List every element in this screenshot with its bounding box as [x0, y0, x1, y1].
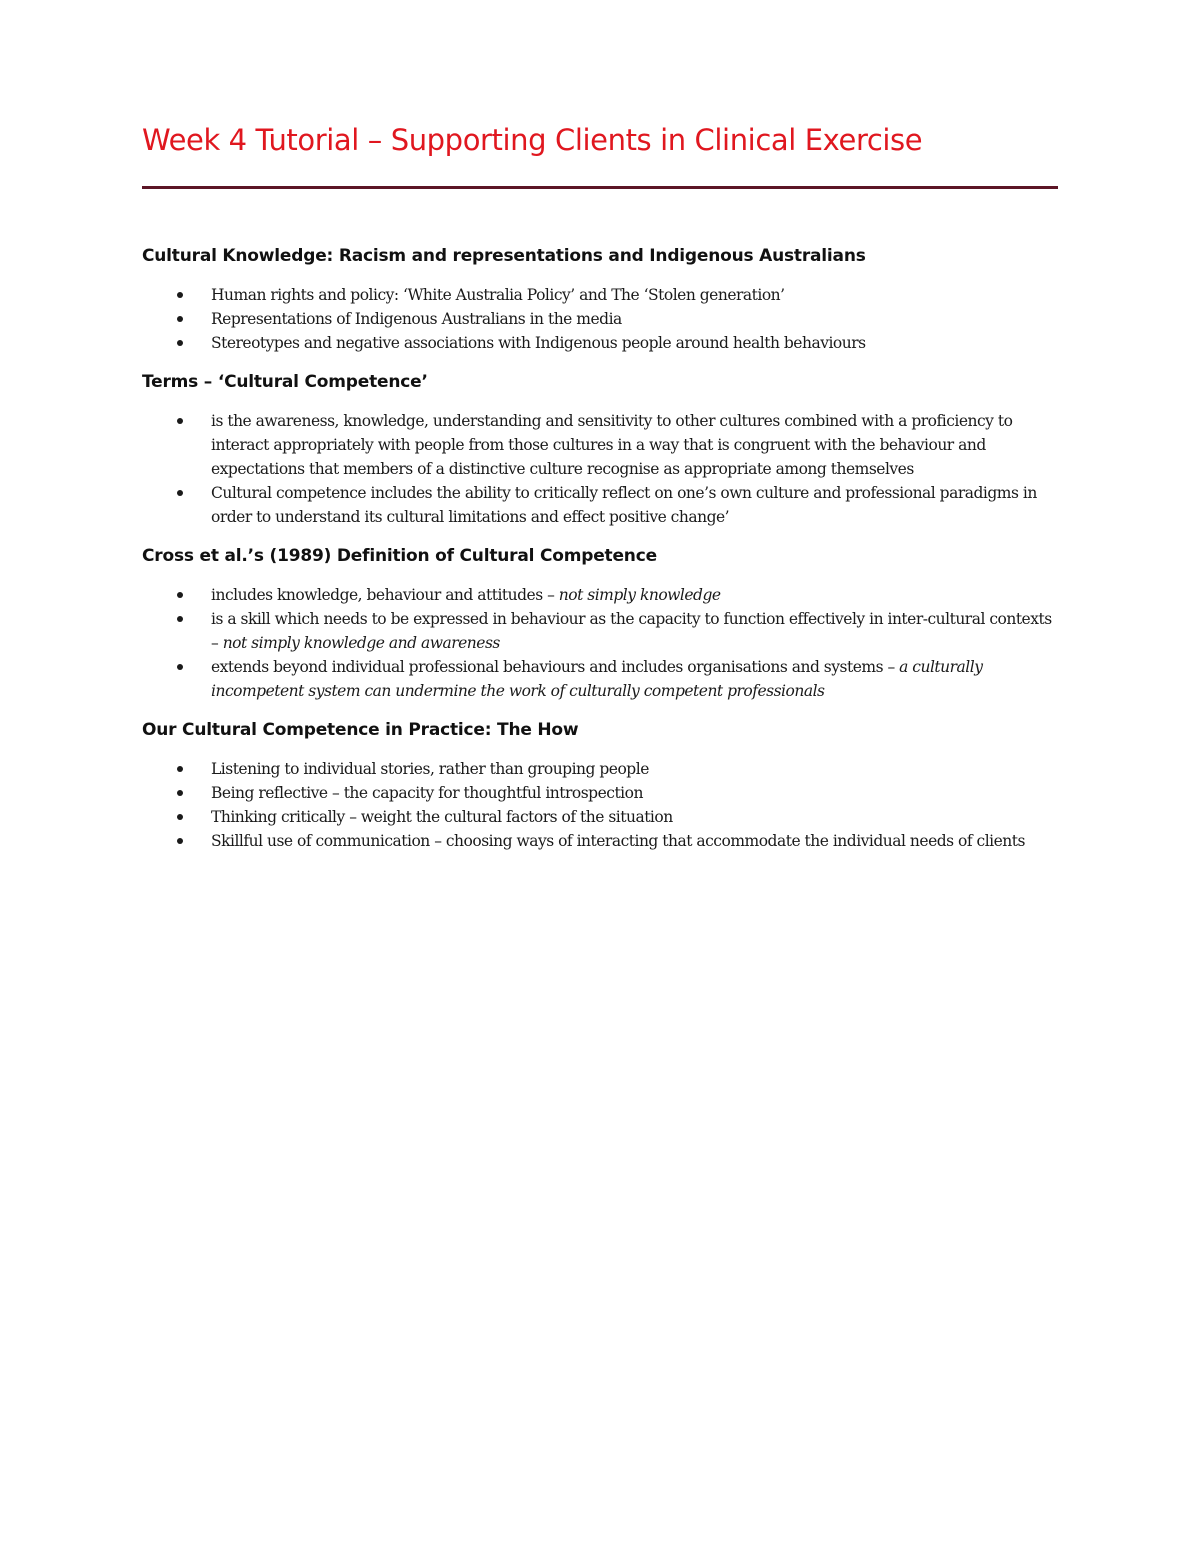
- bullet-list: [142, 409, 1062, 529]
- list-item-text: is a skill which needs to be expressed in behaviour as the capacity to function effectively in inter-cultural contexts –: [211, 610, 1052, 652]
- section-heading: Terms – ‘Cultural Competence’: [142, 372, 428, 392]
- list-item-text: Human rights and policy: ‘White Australia Policy’ and The ‘Stolen generation’: [211, 286, 785, 304]
- bullet-icon: [177, 616, 183, 622]
- section-cross-definition: [142, 543, 1062, 703]
- bullet-icon: [177, 316, 183, 322]
- list-item: [142, 829, 1062, 853]
- list-item-text: Skillful use of communication – choosing ways of interacting that accommodate the individual needs of clients: [211, 832, 1025, 850]
- list-item: [142, 331, 1062, 355]
- bullet-icon: [177, 418, 183, 424]
- document-body: [142, 243, 1062, 867]
- bullet-list: [142, 583, 1062, 703]
- section-practice-how: [142, 717, 1062, 853]
- list-item: [142, 757, 1062, 781]
- bullet-list: [142, 757, 1062, 853]
- bullet-icon: [177, 592, 183, 598]
- bullet-icon: [177, 766, 183, 772]
- title-divider: [142, 186, 1058, 189]
- list-item: [142, 607, 1062, 655]
- bullet-icon: [177, 490, 183, 496]
- list-item: [142, 583, 1062, 607]
- document-title: Week 4 Tutorial – Supporting Clients in Clinical Exercise: [142, 123, 923, 157]
- list-item-emphasis: a culturally incompetent system can undermine the work of culturally competent professionals: [211, 658, 983, 700]
- list-item-text: Thinking critically – weight the cultural factors of the situation: [211, 808, 673, 826]
- list-item-text: Listening to individual stories, rather than grouping people: [211, 760, 649, 778]
- list-item-text: includes knowledge, behaviour and attitudes –: [211, 586, 559, 604]
- section-cultural-knowledge: [142, 243, 1062, 355]
- bullet-icon: [177, 814, 183, 820]
- list-item-text: extends beyond individual professional behaviours and includes organisations and systems –: [211, 658, 900, 676]
- list-item: [142, 655, 1062, 703]
- list-item: [142, 781, 1062, 805]
- section-heading: Our Cultural Competence in Practice: The How: [142, 720, 579, 740]
- list-item: [142, 481, 1062, 529]
- list-item-text: Representations of Indigenous Australians in the media: [211, 310, 622, 328]
- list-item-text: Being reflective – the capacity for thoughtful introspection: [211, 784, 643, 802]
- list-item-emphasis: not simply knowledge: [558, 586, 721, 604]
- list-item-emphasis: not simply knowledge and awareness: [222, 634, 500, 652]
- bullet-icon: [177, 838, 183, 844]
- section-heading: Cultural Knowledge: Racism and representations and Indigenous Australians: [142, 246, 866, 266]
- list-item: [142, 805, 1062, 829]
- bullet-icon: [177, 292, 183, 298]
- list-item: [142, 307, 1062, 331]
- bullet-icon: [177, 790, 183, 796]
- section-terms: [142, 369, 1062, 529]
- bullet-list: [142, 283, 1062, 355]
- list-item-text: Stereotypes and negative associations with Indigenous people around health behaviours: [211, 334, 866, 352]
- list-item: [142, 283, 1062, 307]
- bullet-icon: [177, 340, 183, 346]
- bullet-icon: [177, 664, 183, 670]
- list-item-text: is the awareness, knowledge, understanding and sensitivity to other cultures combined with a proficiency to interact appropriately with people from those cultures in a way that is congruent with the behaviour and expectations that members of a distinctive culture recognise as appropriate among themselves: [211, 412, 1013, 478]
- section-heading: Cross et al.’s (1989) Definition of Cultural Competence: [142, 546, 657, 566]
- list-item: [142, 409, 1062, 481]
- list-item-text: Cultural competence includes the ability to critically reflect on one’s own culture and professional paradigms in order to understand its cultural limitations and effect positive change’: [211, 484, 1037, 526]
